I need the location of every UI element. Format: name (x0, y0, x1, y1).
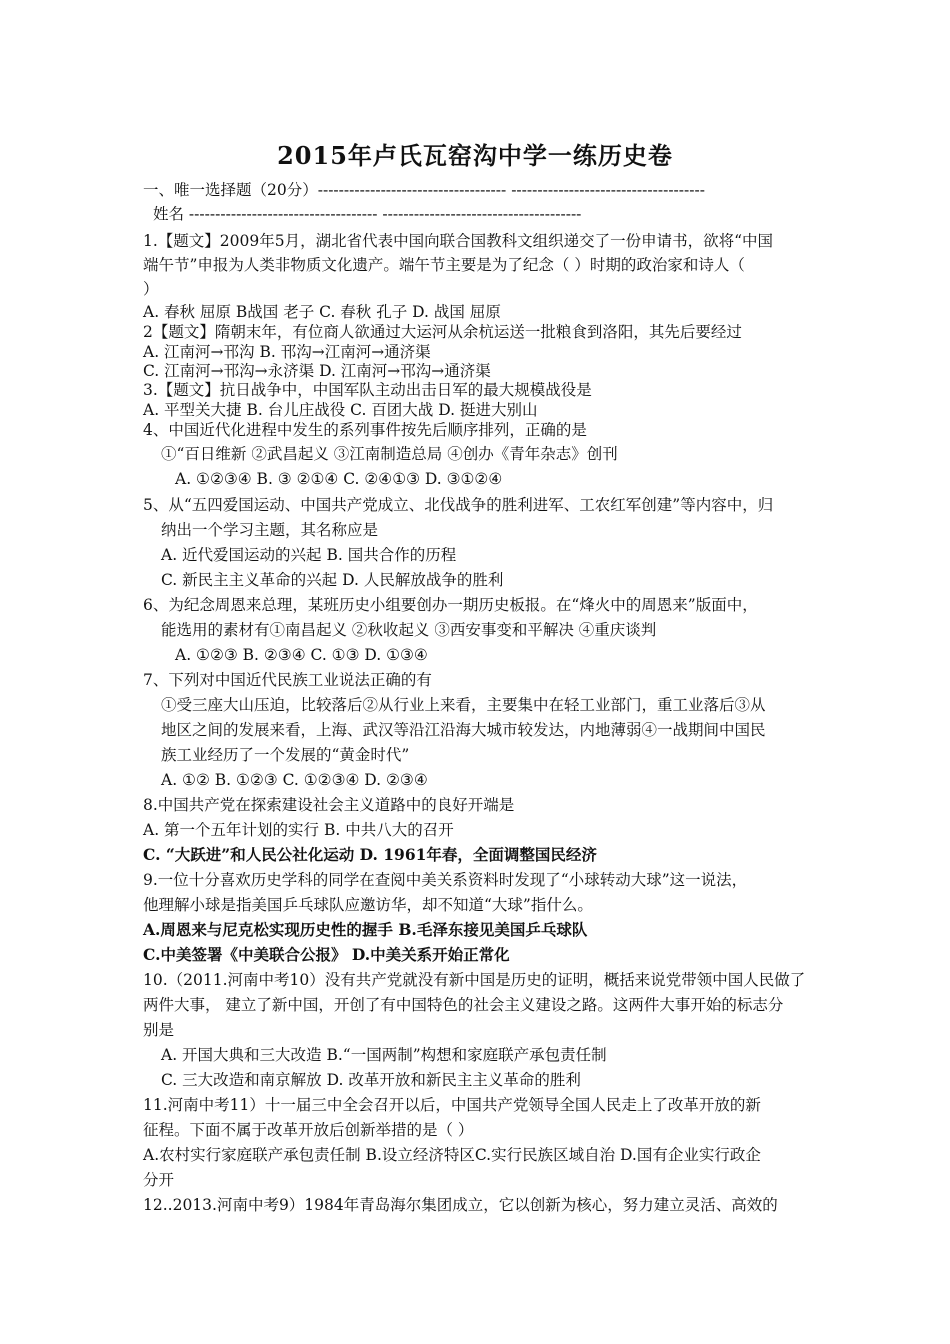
q12-line1: 12..2013.河南中考9）1984年青岛海尔集团成立，它以创新为核心，努力建立灵活、高效的 (143, 1196, 778, 1214)
q4-stem: 4、中国近代化进程中发生的系列事件按先后顺序排列，正确的是 (143, 421, 587, 439)
q1-line2: 端午节”申报为人类非物质文化遗产。端午节主要是为了纪念（ ）时期的政治家和诗人（ (143, 256, 745, 274)
q7-line2: ①受三座大山压迫，比较落后②从行业上来看，主要集中在轻工业部门，重工业落后③从 (161, 696, 766, 714)
q8-options-cd: C. “大跃进”和人民公社化运动 D. 1961年春，全面调整国民经济 (143, 845, 597, 864)
q7-line4: 族工业经历了一个发展的“黄金时代” (161, 746, 410, 764)
q1-line3: ） (143, 280, 159, 298)
q7-stem: 7、下列对中国近代民族工业说法正确的有 (143, 671, 432, 689)
q6-options: A. ①②③ B. ②③④ C. ①③ D. ①③④ (175, 646, 428, 664)
name-line: 姓名 ------------------------------------ -------------------------------------- (153, 205, 582, 223)
q8-stem: 8.中国共产党在探索建设社会主义道路中的良好开端是 (143, 796, 515, 814)
q5-line1: 5、从“五四爱国运动、中国共产党成立、北伐战争的胜利进军、工农红军创建”等内容中，归 (143, 496, 774, 514)
q3-options: A. 平型关大捷 B. 台儿庄战役 C. 百团大战 D. 挺进大别山 (143, 401, 538, 419)
q10-line3: 别是 (143, 1021, 175, 1039)
q3-stem: 3.【题文】抗日战争中，中国军队主动出击日军的最大规模战役是 (143, 381, 592, 399)
q9-line1: 9.一位十分喜欢历史学科的同学在查阅中美关系资料时发现了“小球转动大球”这一说法， (143, 871, 748, 889)
q2-options-cd: C. 江南河→邗沟→永济渠 D. 江南河→邗沟→通济渠 (143, 362, 491, 380)
q8-options-ab: A. 第一个五年计划的实行 B. 中共八大的召开 (143, 821, 454, 839)
q5-options-ab: A. 近代爱国运动的兴起 B. 国共合作的历程 (161, 546, 457, 564)
q9-options-ab: A.周恩来与尼克松实现历史性的握手 B.毛泽东接见美国乒乓球队 (143, 920, 588, 939)
q1-line1: 1.【题文】2009年5月，湖北省代表中国向联合国教科文组织递交了一份申请书，欲将“中国 (143, 232, 774, 250)
q6-line1: 6、为纪念周恩来总理，某班历史小组要创办一期历史板报。在“烽火中的周恩来”版面中， (143, 596, 758, 614)
q2-stem: 2【题文】隋朝末年，有位商人欲通过大运河从余杭运送一批粮食到洛阳，其先后要经过 (143, 323, 742, 341)
q11-line1: 11.河南中考11）十一届三中全会召开以后，中国共产党领导全国人民走上了改革开放的新 (143, 1096, 761, 1114)
q11-options: A.农村实行家庭联产承包责任制 B.设立经济特区C.实行民族区域自治 D.国有企业实行政企 (143, 1146, 761, 1164)
q10-options-cd: C. 三大改造和南京解放 D. 改革开放和新民主主义革命的胜利 (161, 1071, 581, 1089)
q4-items: ①“百日维新 ②武昌起义 ③江南制造总局 ④创办《青年杂志》创刊 (161, 445, 618, 463)
q7-line3: 地区之间的发展来看，上海、武汉等沿江沿海大城市较发达，内地薄弱④一战期间中国民 (161, 721, 766, 739)
q5-line2: 纳出一个学习主题，其名称应是 (161, 521, 379, 539)
section-heading: 一、唯一选择题（20分）------------------------------------ ------------------------------------- (143, 181, 705, 199)
q4-options: A. ①②③④ B. ③ ②①④ C. ②④①③ D. ③①②④ (175, 470, 503, 488)
q6-line2: 能选用的素材有①南昌起义 ②秋收起义 ③西安事变和平解决 ④重庆谈判 (161, 621, 657, 639)
q1-options: A. 春秋 屈原 B战国 老子 C. 春秋 孔子 D. 战国 屈原 (143, 303, 501, 321)
exam-title: 2015年卢氏瓦窑沟中学一练历史卷 (277, 141, 673, 170)
q9-line2: 他理解小球是指美国乒乓球队应邀访华，却不知道“大球”指什么。 (143, 896, 593, 914)
q11-line2: 征程。下面不属于改革开放后创新举措的是（ ） (143, 1121, 474, 1139)
q10-options-ab: A. 开国大典和三大改造 B.“一国两制”构想和家庭联产承包责任制 (161, 1046, 607, 1064)
q11-options-cont: 分开 (143, 1171, 175, 1189)
q9-options-cd: C.中美签署《中美联合公报》 D.中美关系开始正常化 (143, 945, 510, 964)
q10-line2: 两件大事， 建立了新中国，开创了有中国特色的社会主义建设之路。这两件大事开始的标志分 (143, 996, 784, 1014)
q10-line1: 10.（2011.河南中考10）没有共产党就没有新中国是历史的证明，概括来说党带领中国人民做了 (143, 971, 806, 989)
q2-options-ab: A. 江南河→邗沟 B. 邗沟→江南河→通济渠 (143, 343, 431, 361)
q7-options: A. ①② B. ①②③ C. ①②③④ D. ②③④ (161, 771, 428, 789)
q5-options-cd: C. 新民主主义革命的兴起 D. 人民解放战争的胜利 (161, 571, 504, 589)
